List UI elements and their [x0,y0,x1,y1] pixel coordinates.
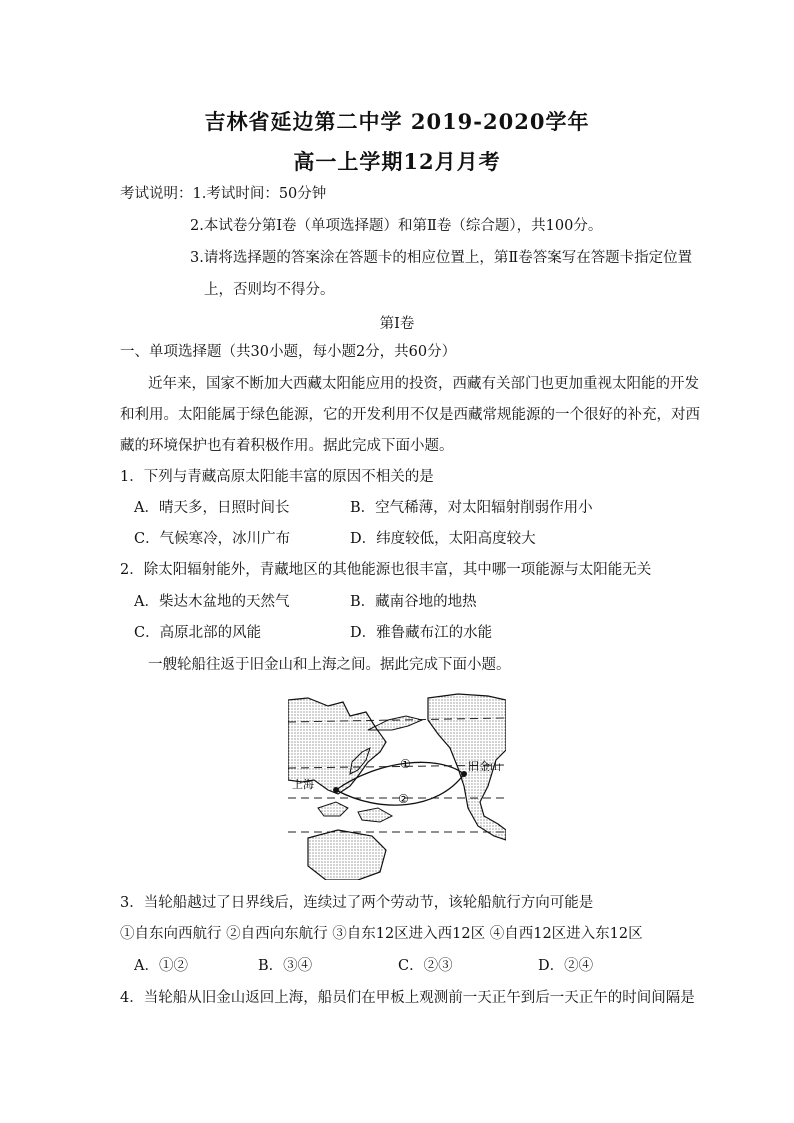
q2-option-b[interactable]: B．藏南谷地的地热 [350,594,477,610]
question-1-options-row1 [0,498,794,518]
q2-option-a[interactable]: A．柴达木盆地的天然气 [134,594,290,610]
passage1-line1: 近年来，国家不断加大西藏太阳能应用的投资，西藏有关部门也更加重视太阳能的开发 [148,376,699,392]
san-francisco-label: 旧金山 [468,760,501,773]
question-3-stem: 3．当轮船越过了日界线后，连续过了两个劳动节，该轮船航行方向可能是 [120,895,594,911]
q3-option-a[interactable]: A．①② [134,958,188,974]
q1-option-b[interactable]: B．空气稀薄，对太阳辐射削弱作用小 [350,500,593,516]
passage1-line2: 和利用。太阳能属于绿色能源，它的开发利用不仅是西藏常规能源的一个很好的补充，对西 [120,407,700,423]
question-4-stem: 4．当轮船从旧金山返回上海，船员们在甲板上观测前一天正午到后一天正午的时间间隔是 [120,990,695,1006]
route-1-label: ① [400,757,411,771]
instruction-item-2: 2.本试卷分第Ⅰ卷（单项选择题）和第Ⅱ卷（综合题），共100分。 [190,218,603,234]
q1-option-c[interactable]: C．气候寒冷，冰川广布 [134,531,291,547]
shanghai-label: 上海 [292,778,314,791]
shanghai-marker [333,787,339,793]
instructions-label: 考试说明： [120,186,193,202]
q2-option-d[interactable]: D．雅鲁藏布江的水能 [350,625,493,641]
question-3-options [0,956,794,976]
exam-subtitle: 高一上学期12月月考 [293,149,501,174]
instruction-item-3-cont: 上，否则均不得分。 [204,282,335,298]
question-1-stem: 1．下列与青藏高原太阳能丰富的原因不相关的是 [120,469,434,485]
q1-option-d[interactable]: D．纬度较低，太阳高度较大 [350,531,536,547]
q3-option-d[interactable]: D．②④ [538,958,594,974]
part-heading: 第Ⅰ卷 [379,316,415,332]
q2-option-c[interactable]: C．高原北部的风能 [134,625,262,641]
exam-title: 吉林省延边第二中学 2019-2020学年 [204,109,590,134]
question-2-options-row1 [0,592,794,612]
q3-option-c[interactable]: C．②③ [398,958,453,974]
san-francisco-marker [461,771,467,777]
question-1-options-row2 [0,529,794,549]
q3-option-b[interactable]: B．③④ [258,958,313,974]
question-2-stem: 2．除太阳辐射能外，青藏地区的其他能源也很丰富，其中哪一项能源与太阳能无关 [120,562,652,578]
question-3-statements: ①自东向西航行 ②自西向东航行 ③自东12区进入西12区 ④自西12区进入东12区 [120,926,643,942]
q1-option-a[interactable]: A．晴天多，日照时间长 [134,500,290,516]
pacific-route-map [288,690,506,880]
passage2: 一艘轮船往返于旧金山和上海之间。据此完成下面小题。 [148,657,511,673]
passage1-line3: 藏的环境保护也有着积极作用。据此完成下面小题。 [120,438,454,454]
instruction-item-3: 3.请将选择题的答案涂在答题卡的相应位置上，第Ⅱ卷答案写在答题卡指定位置 [190,250,693,266]
australia-landmass [308,830,386,880]
instruction-item-1: 1.考试时间：50分钟 [192,186,327,202]
route-2-label: ② [398,792,409,806]
section-heading: 一、单项选择题（共30小题，每小题2分，共60分） [120,344,457,360]
instructions-line1 [120,184,326,204]
question-2-options-row2 [0,623,794,643]
